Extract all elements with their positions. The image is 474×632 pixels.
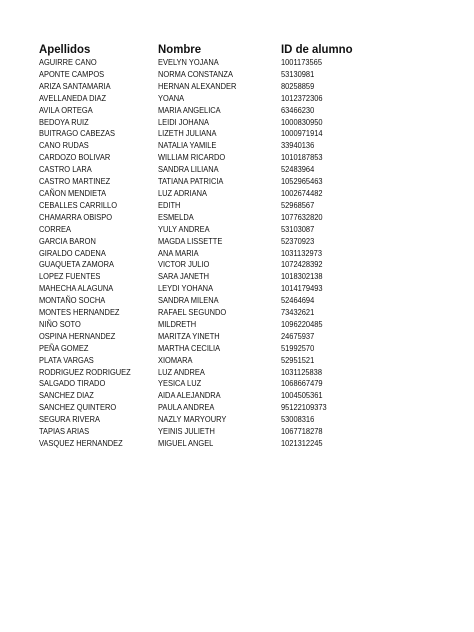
- id-cell: 63466230: [281, 104, 315, 115]
- nombre-cell: MARITZA YINETH: [158, 330, 220, 341]
- nombre-cell: YEINIS JULIETH: [158, 426, 215, 437]
- id-cell: 80258859: [281, 80, 315, 91]
- id-cell: 52370923: [281, 235, 315, 246]
- table-row: [39, 57, 371, 69]
- table-row: [39, 295, 371, 307]
- table-row: [39, 402, 371, 414]
- id-cell: 1001173565: [281, 57, 322, 67]
- nombre-cell: WILLIAM RICARDO: [158, 152, 226, 163]
- table-row: [39, 307, 371, 319]
- apellidos-cell: OSPINA HERNANDEZ: [39, 330, 116, 341]
- header-id-alumno: ID de alumno: [281, 42, 353, 56]
- apellidos-cell: PEÑA GOMEZ: [39, 342, 89, 353]
- nombre-cell: MIGUEL ANGEL: [158, 438, 214, 448]
- table-row: [39, 200, 371, 212]
- table-row: [39, 224, 371, 236]
- apellidos-cell: CEBALLES CARRILLO: [39, 199, 118, 210]
- nombre-cell: SARA JANETH: [158, 271, 210, 282]
- apellidos-cell: CANO RUDAS: [39, 140, 89, 151]
- header-nombre: Nombre: [158, 42, 202, 56]
- apellidos-cell: BEDOYA RUIZ: [39, 116, 89, 127]
- table-row: [39, 438, 371, 450]
- nombre-cell: TATIANA PATRICIA: [158, 176, 224, 187]
- id-cell: 1072428392: [281, 259, 323, 270]
- table-row: [39, 188, 371, 200]
- nombre-cell: MAGDA LISSETTE: [158, 235, 223, 246]
- nombre-cell: LEIDI JOHANA: [158, 116, 210, 127]
- table-row: [39, 355, 371, 367]
- id-cell: 1031125838: [281, 366, 322, 377]
- id-cell: 33940136: [281, 140, 315, 151]
- id-cell: 1014179493: [281, 283, 323, 294]
- table-row: [39, 248, 371, 260]
- nombre-cell: ESMELDA: [158, 211, 194, 222]
- table-row: [39, 117, 371, 129]
- id-cell: 1004505361: [281, 390, 323, 401]
- nombre-cell: MILDRETH: [158, 318, 197, 329]
- table-row: [39, 128, 371, 140]
- id-cell: 1018302138: [281, 271, 323, 282]
- apellidos-cell: CHAMARRA OBISPO: [39, 211, 113, 222]
- apellidos-cell: CARDOZO BOLIVAR: [39, 152, 111, 163]
- apellidos-cell: BUITRAGO CABEZAS: [39, 128, 115, 139]
- apellidos-cell: SANCHEZ DIAZ: [39, 390, 94, 401]
- table-row: [39, 81, 371, 93]
- table-row: [39, 343, 371, 355]
- id-cell: 1000830950: [281, 116, 323, 127]
- apellidos-cell: GIRALDO CADENA: [39, 247, 106, 258]
- nombre-cell: RAFAEL SEGUNDO: [158, 307, 227, 318]
- nombre-cell: PAULA ANDREA: [158, 402, 215, 413]
- nombre-cell: EDITH: [158, 199, 181, 210]
- table-row: [39, 271, 371, 283]
- id-cell: 73432621: [281, 307, 315, 318]
- apellidos-cell: CAÑON MENDIETA: [39, 187, 107, 198]
- nombre-cell: NORMA CONSTANZA: [158, 68, 233, 79]
- id-cell: 1031132973: [281, 247, 322, 258]
- apellidos-cell: ARIZA SANTAMARIA: [39, 80, 111, 91]
- id-cell: 1021312245: [281, 438, 323, 448]
- apellidos-cell: NIÑO SOTO: [39, 318, 81, 329]
- nombre-cell: SANDRA LILIANA: [158, 164, 219, 175]
- table-row: [39, 367, 371, 379]
- nombre-cell: ANA MARIA: [158, 247, 199, 258]
- id-cell: 52464694: [281, 295, 315, 306]
- apellidos-cell: CASTRO MARTINEZ: [39, 176, 111, 187]
- table-header: [39, 42, 371, 57]
- table-row: [39, 426, 371, 438]
- id-cell: 52483964: [281, 164, 315, 175]
- nombre-cell: LUZ ANDREA: [158, 366, 205, 377]
- apellidos-cell: SEGURA RIVERA: [39, 414, 101, 425]
- apellidos-cell: GARCIA BARON: [39, 235, 96, 246]
- id-cell: 95122109373: [281, 402, 327, 413]
- apellidos-cell: MAHECHA ALAGUNA: [39, 283, 114, 294]
- id-cell: 1002674482: [281, 187, 323, 198]
- id-cell: 1000971914: [281, 128, 323, 139]
- apellidos-cell: GUAQUETA ZAMORA: [39, 259, 114, 270]
- nombre-cell: YESICA LUZ: [158, 378, 202, 389]
- table-row: [39, 390, 371, 402]
- table-row: [39, 176, 371, 188]
- table-row: [39, 105, 371, 117]
- id-cell: 1012372306: [281, 92, 323, 103]
- nombre-cell: XIOMARA: [158, 354, 193, 365]
- id-cell: 1068667479: [281, 378, 323, 389]
- apellidos-cell: APONTE CAMPOS: [39, 68, 105, 79]
- table-row: [39, 378, 371, 390]
- table-row: [39, 93, 371, 105]
- apellidos-cell: CASTRO LARA: [39, 164, 92, 175]
- table-body: [39, 57, 371, 450]
- id-cell: 1010187853: [281, 152, 323, 163]
- apellidos-cell: RODRIGUEZ RODRIGUEZ: [39, 366, 131, 377]
- id-cell: 1096220485: [281, 318, 323, 329]
- nombre-cell: EVELYN YOJANA: [158, 57, 219, 67]
- table-row: [39, 152, 371, 164]
- nombre-cell: LEYDI YOHANA: [158, 283, 214, 294]
- id-cell: 1067718278: [281, 426, 323, 437]
- student-table: [39, 42, 371, 450]
- apellidos-cell: MONTES HERNANDEZ: [39, 307, 120, 318]
- nombre-cell: YOANA: [158, 92, 185, 103]
- id-cell: 1052965463: [281, 176, 323, 187]
- id-cell: 51992570: [281, 342, 315, 353]
- apellidos-cell: AVELLANEDA DIAZ: [39, 92, 107, 103]
- nombre-cell: MARTHA CECILIA: [158, 342, 221, 353]
- nombre-cell: HERNAN ALEXANDER: [158, 80, 237, 91]
- nombre-cell: LUZ ADRIANA: [158, 187, 207, 198]
- header-apellidos: Apellidos: [39, 42, 91, 56]
- apellidos-cell: SALGADO TIRADO: [39, 378, 106, 389]
- table-row: [39, 414, 371, 426]
- nombre-cell: YULY ANDREA: [158, 223, 210, 234]
- apellidos-cell: MONTAÑO SOCHA: [39, 295, 106, 306]
- table-row: [39, 319, 371, 331]
- table-row: [39, 140, 371, 152]
- apellidos-cell: LOPEZ FUENTES: [39, 271, 101, 282]
- id-cell: 52968567: [281, 199, 315, 210]
- id-cell: 24675937: [281, 330, 315, 341]
- id-cell: 1077632820: [281, 211, 323, 222]
- table-row: [39, 331, 371, 343]
- table-row: [39, 164, 371, 176]
- table-row: [39, 283, 371, 295]
- apellidos-cell: AGUIRRE CANO: [39, 57, 97, 67]
- apellidos-cell: VASQUEZ HERNANDEZ: [39, 438, 123, 448]
- id-cell: 52951521: [281, 354, 315, 365]
- id-cell: 53103087: [281, 223, 315, 234]
- apellidos-cell: SANCHEZ QUINTERO: [39, 402, 117, 413]
- apellidos-cell: TAPIAS ARIAS: [39, 426, 90, 437]
- nombre-cell: LIZETH JULIANA: [158, 128, 217, 139]
- header-row: [39, 42, 371, 57]
- nombre-cell: NAZLY MARYOURY: [158, 414, 227, 425]
- nombre-cell: AIDA ALEJANDRA: [158, 390, 221, 401]
- nombre-cell: VICTOR JULIO: [158, 259, 210, 270]
- apellidos-cell: AVILA ORTEGA: [39, 104, 93, 115]
- apellidos-cell: PLATA VARGAS: [39, 354, 94, 365]
- nombre-cell: SANDRA MILENA: [158, 295, 219, 306]
- table-row: [39, 212, 371, 224]
- nombre-cell: MARIA ANGELICA: [158, 104, 221, 115]
- nombre-cell: NATALIA YAMILE: [158, 140, 217, 151]
- apellidos-cell: CORREA: [39, 223, 71, 234]
- id-cell: 53008316: [281, 414, 315, 425]
- table-row: [39, 259, 371, 271]
- table-row: [39, 236, 371, 248]
- table-row: [39, 69, 371, 81]
- id-cell: 53130981: [281, 68, 315, 79]
